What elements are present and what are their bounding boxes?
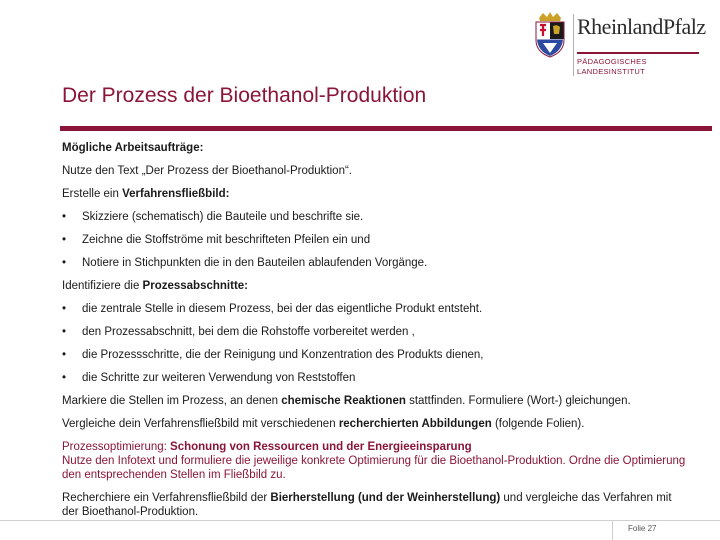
logo-divider xyxy=(573,14,574,76)
section-process-steps xyxy=(62,279,687,293)
content xyxy=(62,141,687,528)
para-compare xyxy=(62,417,687,431)
para-research-bold: Bierherstellung (und der Weinherstellung) xyxy=(270,492,501,504)
para-research-prefix: Recherchiere ein Verfahrensfließbild der xyxy=(62,492,271,504)
rlp-logo xyxy=(533,8,706,80)
list-item: • die Schritte zur weiteren Verwendung von Reststoffen xyxy=(62,371,687,385)
section-flowchart-bold: Verfahrensfließbild: xyxy=(122,188,230,200)
list-item: • Skizziere (schematisch) die Bauteile und beschrifte sie. xyxy=(62,210,687,224)
list-item: • Notiere in Stichpunkten die in den Bauteilen ablaufenden Vorgänge. xyxy=(62,256,687,270)
list-item: • die zentrale Stelle in diesem Prozess, bei der das eigentliche Produkt entsteht. xyxy=(62,302,687,316)
brand-rule xyxy=(577,52,699,54)
list-item: • den Prozessabschnitt, bei dem die Rohstoffe vorbereitet werden , xyxy=(62,325,687,339)
page-title: Der Prozess der Bioethanol-Produktion xyxy=(62,84,427,107)
footer-tick xyxy=(612,521,613,540)
para-reactions-suffix: stattfinden. Formuliere (Wort-) gleichungen. xyxy=(405,395,631,407)
institute-line-1: PÄDAGOGISCHES xyxy=(577,57,647,66)
institute-name xyxy=(577,57,647,77)
text-instruction: Nutze den Text „Der Prozess der Bioethanol-Produktion“. xyxy=(62,165,352,177)
para-reactions xyxy=(62,394,687,408)
optimization-body: Nutze den Infotext und formuliere die jeweilige konkrete Optimierung für die Bioethanol-Produktion. Ordne die Optimierung den entsprechenden Stellen im Fließbild zu. xyxy=(62,455,686,481)
list-item: • die Prozessschritte, die der Reinigung und Konzentration des Produkts dienen, xyxy=(62,348,687,362)
section-process-bold: Prozessabschnitte: xyxy=(142,280,248,292)
para-compare-bold: recherchierten Abbildungen xyxy=(338,418,492,430)
para-reactions-bold: chemische Reaktionen xyxy=(281,395,406,407)
flowchart-bullets xyxy=(62,210,687,270)
section-process-prefix: Identifiziere die xyxy=(62,280,143,292)
brand-name: RheinlandPfalz xyxy=(577,14,706,39)
title-rule xyxy=(60,126,712,131)
optimization-bold: Schonung von Ressourcen und der Energieeinsparung xyxy=(170,441,472,453)
para-research xyxy=(62,491,687,519)
para-reactions-prefix: Markiere die Stellen im Prozess, an denen xyxy=(62,395,282,407)
para-compare-suffix: (folgende Folien). xyxy=(491,418,585,430)
para-optimization xyxy=(62,440,687,482)
tasks-heading: Mögliche Arbeitsaufträge: xyxy=(62,142,204,154)
institute-line-2: LANDESINSTITUT xyxy=(577,67,645,76)
section-flowchart-prefix: Erstelle ein xyxy=(62,188,123,200)
para-compare-prefix: Vergleiche dein Verfahrensfließbild mit verschiedenen xyxy=(62,418,339,430)
coat-of-arms-icon xyxy=(533,12,567,58)
process-bullets xyxy=(62,302,687,385)
optimization-line xyxy=(62,440,687,454)
para-research-suffix: und vergleiche das Verfahren mit der Bioethanol-Produktion. xyxy=(62,492,672,518)
list-item: • Zeichne die Stoffströme mit beschrifteten Pfeilen ein und xyxy=(62,233,687,247)
slide-number: Folie 27 xyxy=(628,524,657,533)
optimization-prefix: Prozessoptimierung: xyxy=(62,441,171,453)
section-flowchart xyxy=(62,187,687,201)
